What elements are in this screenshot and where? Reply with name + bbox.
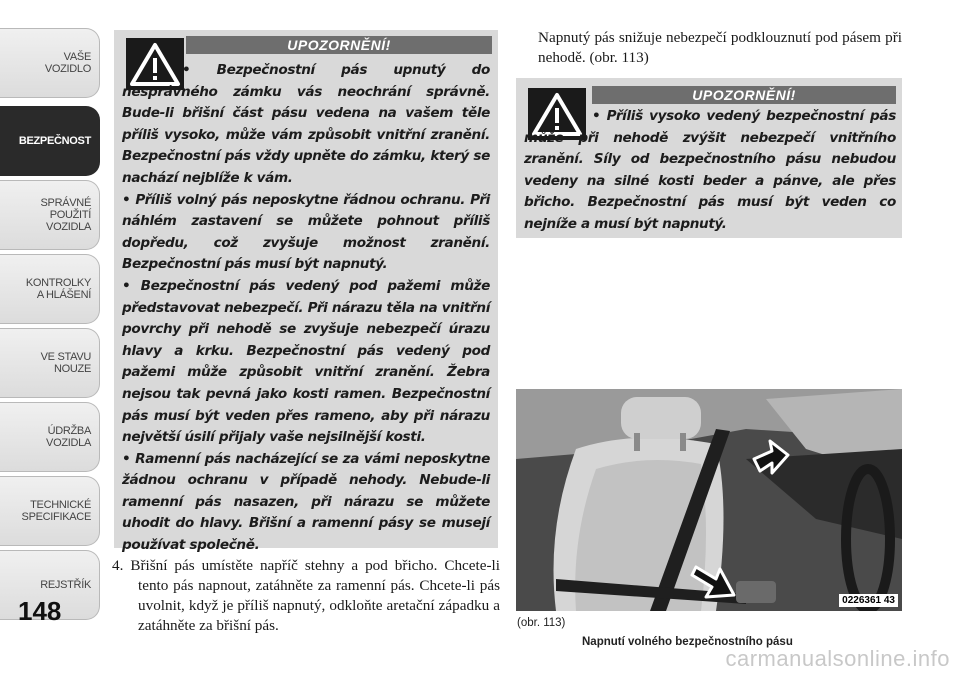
right-warning-text: [524, 106, 896, 236]
page-number: 148: [18, 596, 62, 626]
tab-spravne-pouziti[interactable]: SPRÁVNÉ POUŽITÍ VOZIDLA: [0, 180, 100, 250]
tab-rejstrik[interactable]: REJSTŘÍK: [0, 550, 100, 620]
tab-vase-vozidlo[interactable]: VAŠE VOZIDLO: [0, 28, 100, 98]
left-warning-item-2: • Příliš volný pás neposkytne řádnou ochranu. Při náhlém zastavení se můžete pohnout příliš dopředu, což zvyšuje možnost zranění. Bezpečnostní pás musí být napnutý.: [122, 191, 490, 273]
step-4-text: 4. Břišní pás umístěte napříč stehny a pod břicho. Chcete-li tento pás napnout, zatáhněte za ramenní pás. Chcete-li pás uvolnit, když je příliš napnutý, odkloňte aretační západku a zatáhněte za břišní pás.: [112, 557, 500, 634]
tab-technicke-specifikace[interactable]: TECHNICKÉ SPECIFIKACE: [0, 476, 100, 546]
figure-number: (obr. 113): [517, 617, 566, 629]
left-warning-text: [122, 60, 490, 557]
tab-bezpecnost[interactable]: BEZPEČNOST: [0, 106, 100, 176]
left-warning-heading: UPOZORNĚNÍ!: [186, 36, 492, 54]
right-warning-item-1: • Příliš vysoko vedený bezpečnostní pás může při nehodě zvýšit nebezpečí vnitřního zranění. Síly od bezpečnostního pásu nebudou vedeny na silné kosti beder a pánve, ale přes břicho. Bezpečnostní pás musí být veden co nejníže a musí být napnutý.: [524, 108, 896, 232]
tab-kontrolky[interactable]: KONTROLKY A HLÁŠENÍ: [0, 254, 100, 324]
left-warning-item-4: • Ramenní pás nacházející se za vámi neposkytne žádnou ochranu v případě nehody. Nebude-li ramenní pás nasazen, při nárazu se můžete uhodit do hlavy. Břišní a ramenní pásy se musejí používat společně.: [122, 450, 490, 554]
figure-caption: Napnutí volného bezpečnostního pásu: [582, 636, 793, 648]
right-warning-heading: UPOZORNĚNÍ!: [592, 86, 896, 104]
left-warning-box: [114, 30, 498, 554]
left-warning-item-3: • Bezpečnostní pás vedený pod pažemi může představovat nebezpečí. Při nárazu těla na vnitřní povrchy při nehodě se zvyšuje nebezpečí úrazu hlavy a krku. Bezpečnostní pás vedený pod pažemi může způsobit vnitřní zranění. Žebra nejsou tak pevná jako kosti ramen. Bezpečnostní pás musí být veden přes rameno, aby při nárazu největší úsilí přijaly vaše nejsilnější kosti.: [122, 277, 490, 446]
watermark: carmanualsonline.info: [725, 646, 950, 671]
tab-udrzba[interactable]: ÚDRŽBA VOZIDLA: [0, 402, 100, 472]
tab-ve-stavu-nouze[interactable]: VE STAVU NOUZE: [0, 328, 100, 398]
right-warning-box: [516, 78, 902, 238]
figure-code: 0226361 43: [839, 594, 898, 607]
seatbelt-figure: [516, 389, 902, 611]
left-warning-item-1: • Bezpečnostní pás upnutý do nesprávného zámku vás neochrání správně. Bude-li břišní část pásu vedena na vašem těle příliš vysoko, může vám způsobit vnitřní zranění. Bezpečnostní pás vždy upněte do zámku, který se nachází nejblíže k vám.: [122, 62, 490, 186]
seatbelt-illustration: [516, 389, 902, 611]
right-intro-text: Napnutý pás snižuje nebezpečí podklouznutí pod pásem při nehodě. (obr. 113): [538, 29, 902, 66]
